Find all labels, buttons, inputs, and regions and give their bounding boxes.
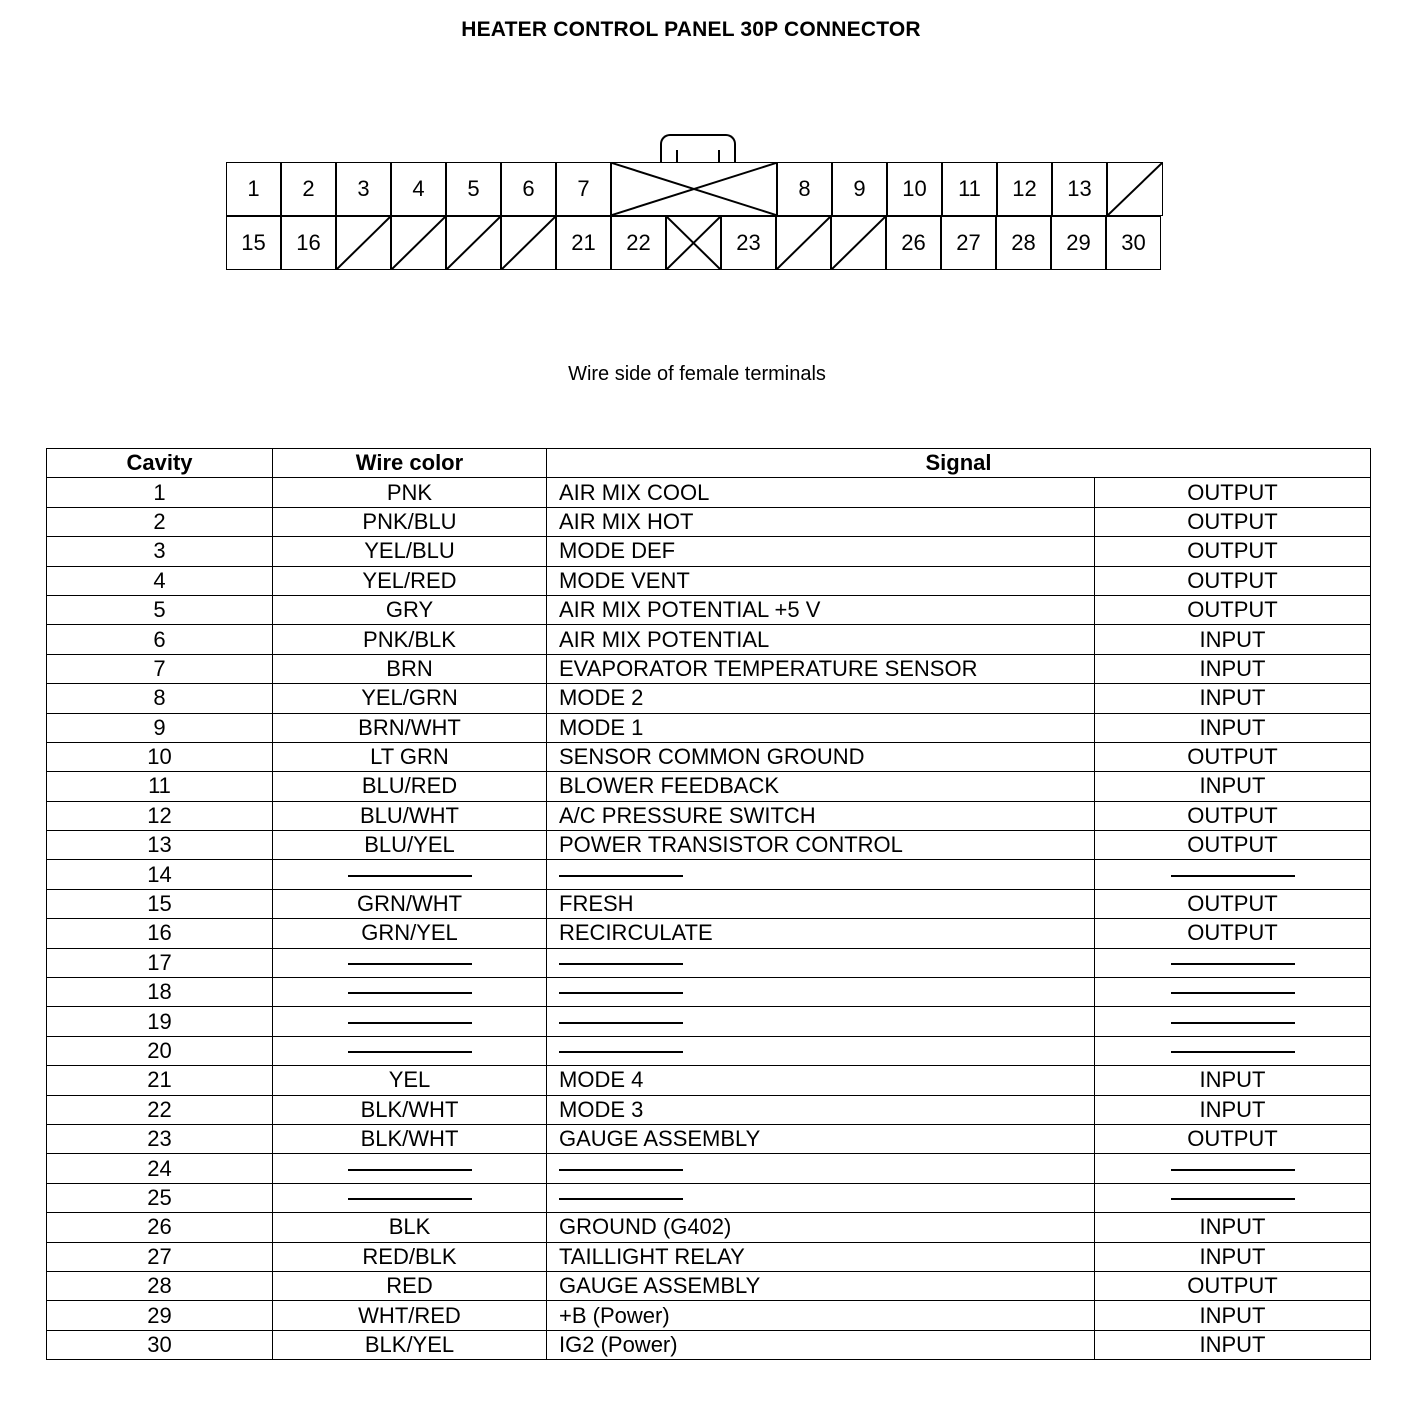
cell-io: OUTPUT <box>1095 1124 1371 1153</box>
cell-cavity: 5 <box>47 595 273 624</box>
cell-wire-color: RED <box>273 1271 547 1300</box>
empty-dash <box>1171 1169 1295 1171</box>
cell-signal: AIR MIX COOL <box>547 478 1095 507</box>
table-header-row <box>47 449 1371 478</box>
cavity-number: 21 <box>571 230 596 255</box>
cell-cavity: 10 <box>47 742 273 771</box>
cavity-number: 11 <box>958 176 981 201</box>
top-row-cavity <box>391 162 446 216</box>
bottom-row-cavity-blocked <box>666 216 721 270</box>
bottom-row-cavity-unused <box>776 216 831 270</box>
cell-cavity: 6 <box>47 625 273 654</box>
table-row <box>47 684 1371 713</box>
empty-dash <box>348 1198 472 1200</box>
cell-signal: GROUND (G402) <box>547 1213 1095 1242</box>
top-row-cavity-blocked <box>611 162 777 216</box>
empty-dash <box>1171 963 1295 965</box>
table-row <box>47 978 1371 1007</box>
cell-wire-color <box>273 948 547 977</box>
cell-io: INPUT <box>1095 772 1371 801</box>
cell-signal <box>547 1007 1095 1036</box>
cell-cavity: 4 <box>47 566 273 595</box>
cavity-number: 26 <box>901 230 926 255</box>
cell-cavity: 3 <box>47 537 273 566</box>
top-row-cavity <box>997 162 1052 216</box>
cell-io: OUTPUT <box>1095 478 1371 507</box>
cell-wire-color <box>273 1036 547 1065</box>
bottom-row-cavity-unused <box>446 216 501 270</box>
top-row-cavity <box>887 162 942 216</box>
header-wire-color: Wire color <box>273 449 547 478</box>
header-signal: Signal <box>547 449 1371 478</box>
empty-dash <box>559 963 683 965</box>
empty-dash <box>348 992 472 994</box>
cavity-number: 10 <box>902 176 927 201</box>
cell-cavity: 22 <box>47 1095 273 1124</box>
cell-cavity: 17 <box>47 948 273 977</box>
table-row <box>47 1036 1371 1065</box>
cell-wire-color: WHT/RED <box>273 1301 547 1330</box>
table-row <box>47 1066 1371 1095</box>
table-row <box>47 742 1371 771</box>
cell-signal: GAUGE ASSEMBLY <box>547 1124 1095 1153</box>
cell-wire-color: BLK/YEL <box>273 1330 547 1359</box>
empty-dash <box>559 1198 683 1200</box>
cell-wire-color: BLK/WHT <box>273 1124 547 1153</box>
table-row <box>47 772 1371 801</box>
bottom-row-cavity-unused <box>336 216 391 270</box>
cell-signal: A/C PRESSURE SWITCH <box>547 801 1095 830</box>
cell-cavity: 15 <box>47 889 273 918</box>
top-row-cavity-unused <box>1107 162 1163 216</box>
cavity-number: 15 <box>241 230 266 255</box>
cell-cavity: 14 <box>47 860 273 889</box>
bottom-row-cavity <box>1051 216 1106 270</box>
table-row <box>47 831 1371 860</box>
empty-dash <box>348 963 472 965</box>
cell-signal: FRESH <box>547 889 1095 918</box>
bottom-row-cavity <box>996 216 1051 270</box>
document-title: HEATER CONTROL PANEL 30P CONNECTOR <box>461 18 921 41</box>
cell-signal: AIR MIX HOT <box>547 507 1095 536</box>
cell-signal: MODE 4 <box>547 1066 1095 1095</box>
cell-io: OUTPUT <box>1095 742 1371 771</box>
cell-io: INPUT <box>1095 625 1371 654</box>
cell-io <box>1095 948 1371 977</box>
cavity-number: 27 <box>956 230 981 255</box>
table-row <box>47 478 1371 507</box>
cell-io: INPUT <box>1095 713 1371 742</box>
cell-signal: EVAPORATOR TEMPERATURE SENSOR <box>547 654 1095 683</box>
cavity-number: 30 <box>1121 230 1146 255</box>
cell-wire-color <box>273 1007 547 1036</box>
cell-cavity: 2 <box>47 507 273 536</box>
cell-signal: AIR MIX POTENTIAL <box>547 625 1095 654</box>
top-row-cavity <box>281 162 336 216</box>
cell-cavity: 18 <box>47 978 273 1007</box>
bottom-row-cavity <box>941 216 996 270</box>
empty-dash <box>559 875 683 877</box>
cell-signal: MODE DEF <box>547 537 1095 566</box>
cell-cavity: 24 <box>47 1154 273 1183</box>
cell-wire-color: YEL/GRN <box>273 684 547 713</box>
cell-signal: MODE VENT <box>547 566 1095 595</box>
cell-io: OUTPUT <box>1095 595 1371 624</box>
cell-signal: TAILLIGHT RELAY <box>547 1242 1095 1271</box>
cell-io: OUTPUT <box>1095 919 1371 948</box>
table-row <box>47 1007 1371 1036</box>
table-row <box>47 595 1371 624</box>
cell-io: OUTPUT <box>1095 507 1371 536</box>
cell-cavity: 9 <box>47 713 273 742</box>
cell-io: OUTPUT <box>1095 801 1371 830</box>
cell-signal: MODE 1 <box>547 713 1095 742</box>
cell-cavity: 23 <box>47 1124 273 1153</box>
cell-cavity: 16 <box>47 919 273 948</box>
cell-cavity: 30 <box>47 1330 273 1359</box>
cell-io: OUTPUT <box>1095 537 1371 566</box>
top-row-cavity <box>556 162 611 216</box>
empty-dash <box>348 875 472 877</box>
top-row-cavity <box>226 162 281 216</box>
cell-wire-color <box>273 1154 547 1183</box>
top-row-cavity <box>832 162 887 216</box>
cell-signal: +B (Power) <box>547 1301 1095 1330</box>
empty-dash <box>559 1169 683 1171</box>
bottom-row-cavity-unused <box>831 216 886 270</box>
cell-io: INPUT <box>1095 684 1371 713</box>
bottom-row-cavity <box>886 216 941 270</box>
cell-signal <box>547 860 1095 889</box>
cell-wire-color: GRY <box>273 595 547 624</box>
cell-wire-color: BLK/WHT <box>273 1095 547 1124</box>
top-row-cavity <box>777 162 832 216</box>
empty-dash <box>559 992 683 994</box>
cell-cavity: 29 <box>47 1301 273 1330</box>
empty-dash <box>1171 1051 1295 1053</box>
cell-cavity: 28 <box>47 1271 273 1300</box>
cell-io: OUTPUT <box>1095 1271 1371 1300</box>
cell-signal: IG2 (Power) <box>547 1330 1095 1359</box>
bottom-row-cavity-unused <box>501 216 556 270</box>
table-row <box>47 1271 1371 1300</box>
table-row <box>47 1154 1371 1183</box>
top-row-cavity <box>942 162 997 216</box>
cavity-number: 28 <box>1011 230 1036 255</box>
bottom-row-cavity-unused <box>391 216 446 270</box>
table-row <box>47 801 1371 830</box>
cell-io: INPUT <box>1095 654 1371 683</box>
cell-wire-color: PNK/BLU <box>273 507 547 536</box>
cell-wire-color: RED/BLK <box>273 1242 547 1271</box>
top-row-cavity <box>336 162 391 216</box>
cavity-number: 16 <box>296 230 321 255</box>
cell-signal <box>547 1154 1095 1183</box>
cell-cavity: 26 <box>47 1213 273 1242</box>
cell-wire-color: GRN/YEL <box>273 919 547 948</box>
cell-cavity: 1 <box>47 478 273 507</box>
cavity-number: 23 <box>736 230 761 255</box>
cell-cavity: 7 <box>47 654 273 683</box>
empty-dash <box>348 1022 472 1024</box>
empty-dash <box>559 1051 683 1053</box>
cell-io <box>1095 1036 1371 1065</box>
cell-cavity: 27 <box>47 1242 273 1271</box>
table-row <box>47 919 1371 948</box>
cell-wire-color: BLK <box>273 1213 547 1242</box>
cell-cavity: 12 <box>47 801 273 830</box>
cell-io: INPUT <box>1095 1066 1371 1095</box>
table-row <box>47 1330 1371 1359</box>
cell-signal: MODE 3 <box>547 1095 1095 1124</box>
cavity-number: 1 <box>247 176 260 201</box>
cell-wire-color: BLU/RED <box>273 772 547 801</box>
cell-wire-color: PNK <box>273 478 547 507</box>
bottom-row-cavity <box>611 216 666 270</box>
cell-signal: POWER TRANSISTOR CONTROL <box>547 831 1095 860</box>
cell-io: OUTPUT <box>1095 831 1371 860</box>
cell-cavity: 21 <box>47 1066 273 1095</box>
cell-cavity: 20 <box>47 1036 273 1065</box>
header-cavity: Cavity <box>47 449 273 478</box>
cell-signal: AIR MIX POTENTIAL +5 V <box>547 595 1095 624</box>
cavity-number: 3 <box>357 176 370 201</box>
cell-io <box>1095 1154 1371 1183</box>
cavity-number: 7 <box>577 176 590 201</box>
cell-signal <box>547 978 1095 1007</box>
table-row <box>47 625 1371 654</box>
table-row <box>47 1242 1371 1271</box>
cell-wire-color: YEL/RED <box>273 566 547 595</box>
cell-io <box>1095 1183 1371 1212</box>
cell-signal: GAUGE ASSEMBLY <box>547 1271 1095 1300</box>
cell-wire-color: BRN <box>273 654 547 683</box>
cell-wire-color: GRN/WHT <box>273 889 547 918</box>
cell-signal: RECIRCULATE <box>547 919 1095 948</box>
table-row <box>47 566 1371 595</box>
cavity-number: 12 <box>1012 176 1037 201</box>
cell-io <box>1095 978 1371 1007</box>
cell-io: INPUT <box>1095 1242 1371 1271</box>
cell-io: OUTPUT <box>1095 889 1371 918</box>
cell-signal <box>547 1183 1095 1212</box>
empty-dash <box>1171 875 1295 877</box>
cell-io: OUTPUT <box>1095 566 1371 595</box>
cavity-number: 9 <box>853 176 866 201</box>
cavity-number: 2 <box>302 176 315 201</box>
table-row <box>47 1124 1371 1153</box>
cell-wire-color: BLU/YEL <box>273 831 547 860</box>
cell-wire-color <box>273 1183 547 1212</box>
table-row <box>47 537 1371 566</box>
cell-wire-color: BLU/WHT <box>273 801 547 830</box>
cell-io: INPUT <box>1095 1213 1371 1242</box>
table-row <box>47 1301 1371 1330</box>
table-row <box>47 1213 1371 1242</box>
cell-wire-color <box>273 978 547 1007</box>
cell-signal: MODE 2 <box>547 684 1095 713</box>
cavity-number: 22 <box>626 230 651 255</box>
cell-wire-color: YEL/BLU <box>273 537 547 566</box>
cell-wire-color: LT GRN <box>273 742 547 771</box>
bottom-row-cavity <box>281 216 336 270</box>
bottom-row-cavity <box>556 216 611 270</box>
table-row <box>47 948 1371 977</box>
cell-wire-color: PNK/BLK <box>273 625 547 654</box>
cell-cavity: 8 <box>47 684 273 713</box>
pinout-table <box>46 448 1371 1360</box>
table-row <box>47 1095 1371 1124</box>
cavity-number: 6 <box>522 176 535 201</box>
connector-diagram <box>226 162 1164 272</box>
table-row <box>47 860 1371 889</box>
cell-io <box>1095 1007 1371 1036</box>
cavity-number: 4 <box>412 176 425 201</box>
empty-dash <box>1171 1022 1295 1024</box>
cavity-number: 29 <box>1066 230 1091 255</box>
top-row-cavity <box>501 162 556 216</box>
top-row-cavity <box>1052 162 1107 216</box>
cell-wire-color <box>273 860 547 889</box>
cell-cavity: 11 <box>47 772 273 801</box>
cell-cavity: 25 <box>47 1183 273 1212</box>
cell-signal: BLOWER FEEDBACK <box>547 772 1095 801</box>
table-row <box>47 889 1371 918</box>
cell-wire-color: BRN/WHT <box>273 713 547 742</box>
cell-io: INPUT <box>1095 1330 1371 1359</box>
bottom-row-cavity <box>1106 216 1161 270</box>
cell-io: INPUT <box>1095 1301 1371 1330</box>
table-row <box>47 507 1371 536</box>
bottom-row-cavity <box>721 216 776 270</box>
cavity-number: 5 <box>467 176 480 201</box>
table-row <box>47 713 1371 742</box>
table-row <box>47 654 1371 683</box>
cell-wire-color: YEL <box>273 1066 547 1095</box>
empty-dash <box>348 1051 472 1053</box>
connector-caption: Wire side of female terminals <box>568 363 826 385</box>
cell-io: INPUT <box>1095 1095 1371 1124</box>
empty-dash <box>1171 992 1295 994</box>
cell-cavity: 19 <box>47 1007 273 1036</box>
cell-signal: SENSOR COMMON GROUND <box>547 742 1095 771</box>
empty-dash <box>559 1022 683 1024</box>
cavity-number: 8 <box>798 176 811 201</box>
cell-io <box>1095 860 1371 889</box>
table-row <box>47 1183 1371 1212</box>
empty-dash <box>348 1169 472 1171</box>
cell-cavity: 13 <box>47 831 273 860</box>
cell-signal <box>547 948 1095 977</box>
top-row-cavity <box>446 162 501 216</box>
bottom-row-cavity <box>226 216 281 270</box>
cavity-number: 13 <box>1067 176 1092 201</box>
cell-signal <box>547 1036 1095 1065</box>
empty-dash <box>1171 1198 1295 1200</box>
